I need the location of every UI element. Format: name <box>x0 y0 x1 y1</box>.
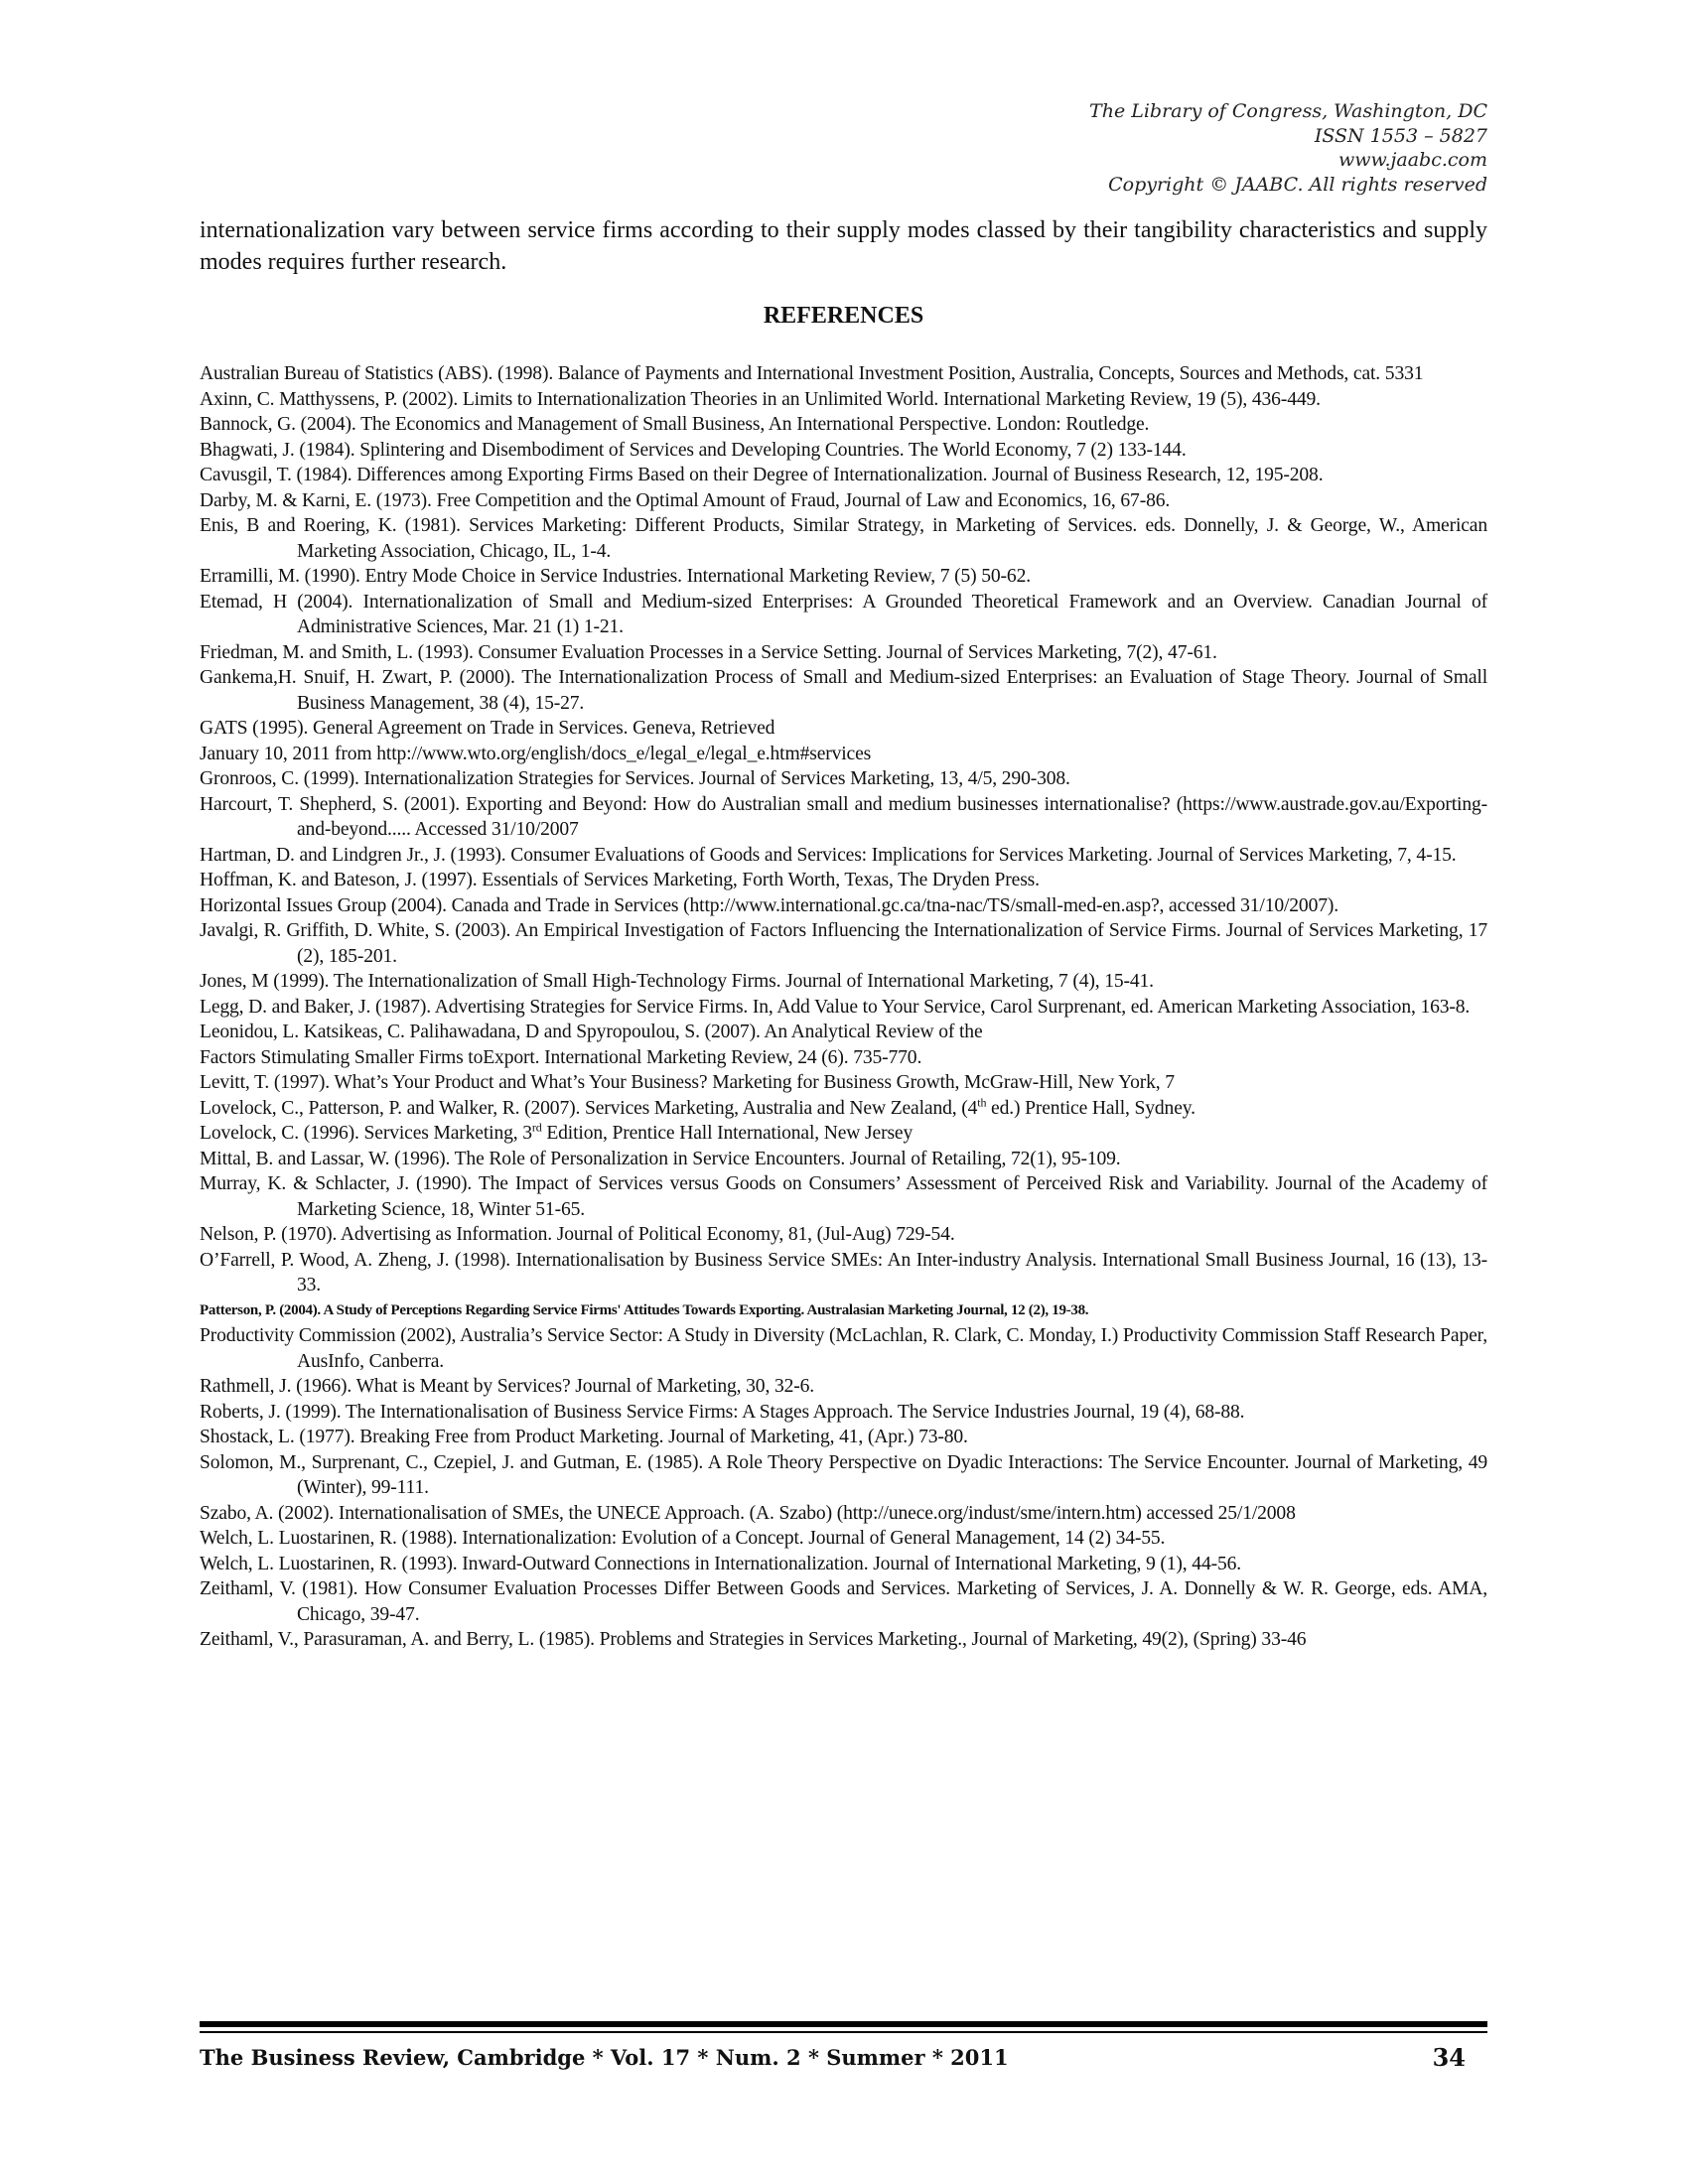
reference-item: January 10, 2011 from http://www.wto.org/english/docs_e/legal_e/legal_e.htm#services <box>200 743 872 764</box>
reference-item: Gronroos, C. (1999). Internationalization Strategies for Services. Journal of Services Marketing, 13, 4/5, 290-308. <box>200 768 1070 789</box>
reference-item: GATS (1995). General Agreement on Trade in Services. Geneva, Retrieved <box>200 718 775 739</box>
header-library: The Library of Congress, Washington, DC <box>1089 100 1487 122</box>
header-issn: ISSN 1553 – 5827 <box>1314 124 1487 147</box>
reference-item: Solomon, M., Surprenant, C., Czepiel, J. and Gutman, E. (1985). A Role Theory Perspective on Dyadic Interactions: The Service Encounter. Journal of Marketing, 49 (Winter), 99-111. <box>200 1451 1487 1498</box>
reference-item: Etemad, H (2004). Internationalization of Small and Medium-sized Enterprises: A Grounded Theoretical Framework and an Overview. Canadian Journal of Administrative Sciences, Mar. 21 (1) 1-21. <box>200 591 1487 637</box>
reference-item: Harcourt, T. Shepherd, S. (2001). Exporting and Beyond: How do Australian small and medium businesses internationalise? (https://www.austrade.gov.au/Exporting-and-beyond..... Accessed 31/10/2007 <box>200 793 1487 840</box>
reference-item: O’Farrell, P. Wood, A. Zheng, J. (1998). Internationalisation by Business Service SMEs: An Inter-industry Analysis. International Small Business Journal, 16 (13), 13-33. <box>200 1249 1487 1296</box>
reference-item: Roberts, J. (1999). The Internationalisation of Business Service Firms: A Stages Approach. The Service Industries Journal, 19 (4), 68-88. <box>200 1401 1245 1423</box>
reference-item: Javalgi, R. Griffith, D. White, S. (2003). An Empirical Investigation of Factors Influencing the Internationalization of Service Firms. Journal of Services Marketing, 17 (2), 185-201. <box>200 920 1487 967</box>
reference-item: Hoffman, K. and Bateson, J. (1997). Essentials of Services Marketing, Forth Worth, Texas, The Dryden Press. <box>200 870 1040 890</box>
reference-item: Australian Bureau of Statistics (ABS). (1998). Balance of Payments and International Investment Position, Australia, Concepts, Sources and Methods, cat. 5331 <box>200 363 1424 384</box>
reference-item: Szabo, A. (2002). Internationalisation of SMEs, the UNECE Approach. (A. Szabo) (http://unece.org/indust/sme/intern.htm) accessed 25/1/2008 <box>200 1502 1296 1524</box>
reference-item: Mittal, B. and Lassar, W. (1996). The Role of Personalization in Service Encounters. Journal of Retailing, 72(1), 95-109. <box>200 1148 1121 1169</box>
journal-header <box>892 99 1487 197</box>
reference-item: Horizontal Issues Group (2004). Canada and Trade in Services (http://www.international.gc.ca/tna-nac/TS/small-med-en.asp?, accessed 31/10/2007). <box>200 894 1338 916</box>
reference-item: Welch, L. Luostarinen, R. (1993). Inward-Outward Connections in Internationalization. Journal of International Marketing, 9 (1), 44-56. <box>200 1553 1242 1574</box>
reference-item: Bannock, G. (2004). The Economics and Management of Small Business, An International Perspective. London: Routledge. <box>200 414 1150 435</box>
reference-item: Darby, M. & Karni, E. (1973). Free Competition and the Optimal Amount of Fraud, Journal of Law and Economics, 16, 67-86. <box>200 489 1171 511</box>
reference-item: Cavusgil, T. (1984). Differences among Exporting Firms Based on their Degree of Internationalization. Journal of Business Research, 12, 195-208. <box>200 465 1324 485</box>
reference-item: Productivity Commission (2002), Australia’s Service Sector: A Study in Diversity (McLachlan, R. Clark, C. Monday, I.) Productivity Commission Staff Research Paper, AusInfo, Canberra. <box>200 1325 1487 1372</box>
reference-item: Legg, D. and Baker, J. (1987). Advertising Strategies for Service Firms. In, Add Value to Your Service, Carol Surprenant, ed. American Marketing Association, 163-8. <box>200 996 1471 1018</box>
reference-item: Bhagwati, J. (1984). Splintering and Disembodiment of Services and Developing Countries. The World Economy, 7 (2) 133-144. <box>200 439 1187 461</box>
reference-item: Patterson, P. (2004). A Study of Perceptions Regarding Service Firms' Attitudes Towards Exporting. Australasian Marketing Journal, 12 (2), 19-38. <box>200 1301 1089 1318</box>
references-list <box>200 361 1487 1653</box>
footer-rule-thick <box>200 2021 1487 2027</box>
reference-item: Gankema,H. Snuif, H. Zwart, P. (2000). The Internationalization Process of Small and Medium-sized Enterprises: an Evaluation of Stage Theory. Journal of Small Business Management, 38 (4), 15-27. <box>200 667 1487 714</box>
reference-item: Zeithaml, V. (1981). How Consumer Evaluation Processes Differ Between Goods and Services. Marketing of Services, J. A. Donnelly & W. R. George, eds. AMA, Chicago, 39-47. <box>200 1578 1487 1625</box>
footer-rule-thin <box>200 2031 1487 2033</box>
intro-paragraph: internationalization vary between service firms according to their supply modes classed by their tangibility characteristics and supply modes requires further research. <box>200 217 1487 275</box>
reference-item: Lovelock, C. (1996). Services Marketing, 3rd Edition, Prentice Hall International, New Jersey <box>200 1120 914 1144</box>
reference-item: Rathmell, J. (1966). What is Meant by Services? Journal of Marketing, 30, 32-6. <box>200 1376 815 1397</box>
reference-item: Erramilli, M. (1990). Entry Mode Choice in Service Industries. International Marketing Review, 7 (5) 50-62. <box>200 566 1031 587</box>
references-heading: REFERENCES <box>763 303 924 329</box>
reference-item: Shostack, L. (1977). Breaking Free from Product Marketing. Journal of Marketing, 41, (Apr.) 73-80. <box>200 1427 968 1447</box>
reference-item: Axinn, C. Matthyssens, P. (2002). Limits to Internationalization Theories in an Unlimited World. International Marketing Review, 19 (5), 436-449. <box>200 388 1321 410</box>
reference-item: Murray, K. & Schlacter, J. (1990). The Impact of Services versus Goods on Consumers’ Assessment of Perceived Risk and Variability. Journal of the Academy of Marketing Science, 18, Winter 51-65. <box>200 1173 1487 1220</box>
reference-item: Lovelock, C., Patterson, P. and Walker, R. (2007). Services Marketing, Australia and New Zealand, (4th ed.) Prentice Hall, Sydney. <box>200 1094 1196 1119</box>
reference-item: Welch, L. Luostarinen, R. (1988). Internationalization: Evolution of a Concept. Journal of General Management, 14 (2) 34-55. <box>200 1528 1166 1549</box>
reference-item: Zeithaml, V., Parasuraman, A. and Berry, L. (1985). Problems and Strategies in Services Marketing., Journal of Marketing, 49(2), (Spring) 33-46 <box>200 1629 1307 1650</box>
header-copyright: Copyright © JAABC. All rights reserved <box>1108 173 1487 196</box>
footer-journal-title: The Business Review, Cambridge * Vol. 17 * Num. 2 * Summer * 2011 <box>200 2045 1009 2070</box>
header-website: www.jaabc.com <box>1337 149 1487 171</box>
reference-item: Nelson, P. (1970). Advertising as Information. Journal of Political Economy, 81, (Jul-Aug) 729-54. <box>200 1224 955 1245</box>
reference-item: Enis, B and Roering, K. (1981). Services Marketing: Different Products, Similar Strategy, in Marketing of Services. eds. Donnelly, J. & George, W., American Marketing Association, Chicago, IL, 1-4. <box>200 515 1487 562</box>
reference-item: Friedman, M. and Smith, L. (1993). Consumer Evaluation Processes in a Service Setting. Journal of Services Marketing, 7(2), 47-61. <box>200 641 1217 663</box>
reference-item: Factors Stimulating Smaller Firms toExport. International Marketing Review, 24 (6). 735-770. <box>200 1046 922 1068</box>
reference-item: Levitt, T. (1997). What’s Your Product and What’s Your Business? Marketing for Business Growth, McGraw-Hill, New York, 7 <box>200 1072 1175 1093</box>
reference-item: Leonidou, L. Katsikeas, C. Palihawadana, D and Spyropoulou, S. (2007). An Analytical Review of the <box>200 1022 983 1042</box>
page-number: 34 <box>1432 2043 1466 2072</box>
reference-item: Jones, M (1999). The Internationalization of Small High-Technology Firms. Journal of International Marketing, 7 (4), 15-41. <box>200 971 1154 992</box>
reference-item: Hartman, D. and Lindgren Jr., J. (1993). Consumer Evaluations of Goods and Services: Implications for Services Marketing. Journal of Services Marketing, 7, 4-15. <box>200 844 1457 866</box>
